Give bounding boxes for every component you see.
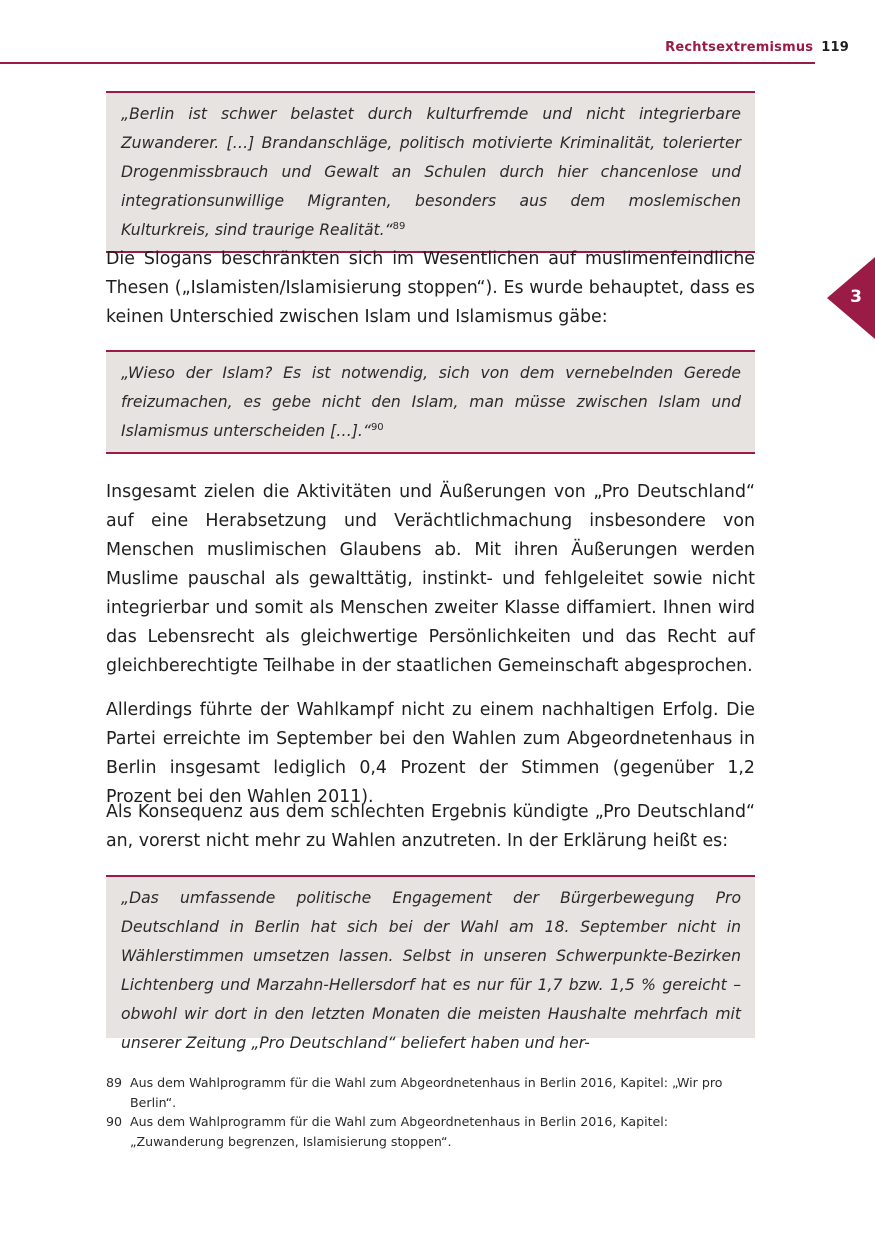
footnote — [106, 1112, 756, 1151]
footnote — [106, 1073, 756, 1112]
body-paragraph-4: Als Konsequenz aus dem schlechten Ergebnis kündigte „Pro Deutschland“ an, vorerst nicht mehr zu Wahlen anzutreten. In der Erklärung heißt es: — [106, 802, 755, 851]
footnote-text: Aus dem Wahlprogramm für die Wahl zum Abgeordnetenhaus in Berlin 2016, Kapitel: „Zuwanderung begrenzen, Islamisierung stoppen“. — [130, 1114, 669, 1149]
quote-text: „Berlin ist schwer belastet durch kulturfremde und nicht integrierbare Zuwanderer. […] Brandanschläge, politisch motivierte Kriminalität, tolerierter Drogenmissbrauch und Gewalt an Schulen durch hier chancenlose und integrationsunwillige Migranten, besonders aus dem moslemischen Kulturkreis, sind traurige Realität.“ — [121, 105, 741, 239]
body-paragraph-3: Allerdings führte der Wahlkampf nicht zu einem nachhaltigen Erfolg. Die Partei erreichte im September bei den Wahlen zum Abgeordnetenhaus in Berlin insgesamt lediglich 0,4 Prozent der Stimmen (gegenüber 1,2 Prozent bei den Wahlen 2011). — [106, 700, 755, 807]
footnote-number: 89 — [106, 1075, 123, 1090]
block-quote-1 — [106, 91, 755, 253]
footnote-text: Aus dem Wahlprogramm für die Wahl zum Abgeordnetenhaus in Berlin 2016, Kapitel: „Wir pro Berlin“. — [130, 1075, 723, 1110]
running-header — [665, 40, 849, 55]
header-rule — [0, 62, 815, 64]
body-paragraph-1: Die Slogans beschränkten sich im Wesentlichen auf muslimenfeindliche Thesen („Islamisten/Islamisierung stoppen“). Es wurde behauptet, dass es keinen Unterschied zwischen Islam und Islamismus gäbe: — [106, 249, 755, 327]
footnote-number: 90 — [106, 1114, 123, 1129]
footnotes — [106, 1073, 756, 1151]
quote-text: „Das umfassende politische Engagement der Bürgerbewegung Pro Deutschland in Berlin hat sich bei der Wahl am 18. September nicht in Wählerstimmen umsetzen lassen. Selbst in unseren Schwerpunkte-Bezirken Lichtenberg und Marzahn-Hellersdorf hat es nur für 1,7 bzw. 1,5 % gereicht – obwohl wir dort in den letzten Monaten die meisten Haushalte mehrfach mit unserer Zeitung „Pro Deutschland“ beliefert haben und her- — [121, 889, 741, 1052]
footnote-ref[interactable]: 89 — [392, 221, 406, 232]
footnote-ref[interactable]: 90 — [370, 422, 384, 433]
running-title: Rechtsextremismus — [665, 40, 814, 55]
chapter-number: 3 — [850, 287, 862, 307]
quote-text: „Wieso der Islam? Es ist notwendig, sich von dem vernebelnden Gerede freizumachen, es gebe nicht den Islam, man müsse zwischen Islam und Islamismus unterscheiden […].“ — [121, 364, 741, 440]
body-paragraph-2: Insgesamt zielen die Aktivitäten und Äußerungen von „Pro Deutschland“ auf eine Herabsetzung und Verächtlichmachung insbesondere von Menschen muslimischen Glaubens ab. Mit ihren Äußerungen werden Muslime pauschal als gewalttätig, instinkt- und fehlgeleitet sowie nicht integrierbar und somit als Menschen zweiter Klasse diffamiert. Ihnen wird das Lebensrecht als gleichwertige Persönlichkeiten und das Recht auf gleichberechtigte Teilhabe in der staatlichen Gemeinschaft abgesprochen. — [106, 482, 755, 676]
page-number: 119 — [821, 40, 849, 55]
block-quote-2 — [106, 350, 755, 454]
block-quote-3 — [106, 875, 755, 1052]
